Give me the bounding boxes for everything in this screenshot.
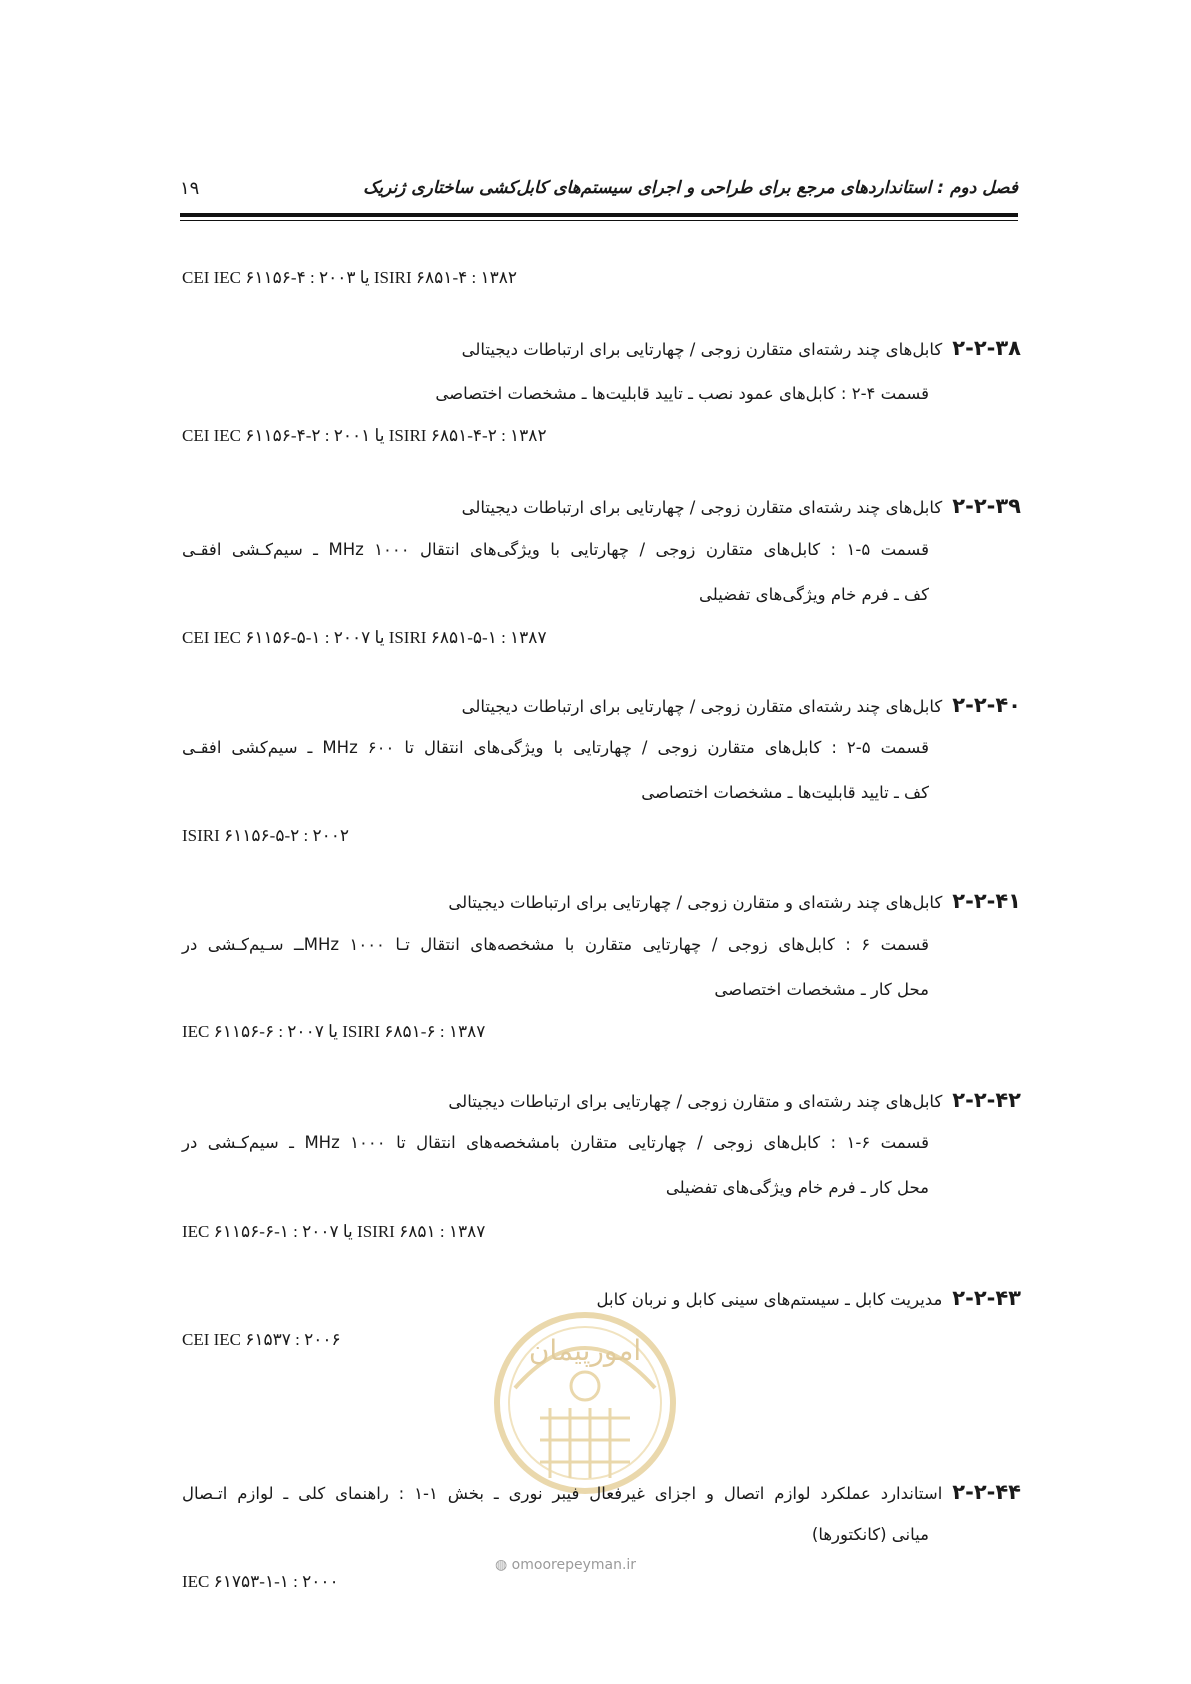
entry-44-ref: IEC ۶۱۷۵۳-۱-۱ : ۲۰۰۰: [182, 1572, 339, 1591]
watermark-url: ◍ omoorepeyman.ir: [495, 1557, 637, 1573]
entry-number: ۲-۲-۴۲: [952, 1088, 1021, 1112]
entry-title: کابل‌های چند رشته‌ای متقارن زوجی / چهارتایی برای ارتباطات دیجیتالی: [461, 498, 943, 517]
entry-44-line1: میانی (کانکتورها): [811, 1525, 929, 1544]
entry-43-ref: CEI IEC ۶۱۵۳۷ : ۲۰۰۶: [182, 1330, 341, 1349]
standard-ref-top: CEI IEC ۶۱۱۵۶-۴ : ۲۰۰۳ یا ISIRI ۶۸۵۱-۴ : ۱۳۸۲: [182, 268, 517, 287]
entry-number: ۲-۲-۴۱: [952, 889, 1021, 913]
entry-40-heading: [462, 693, 1021, 717]
entry-42-ref: IEC ۶۱۱۵۶-۶-۱ : ۲۰۰۷ یا ISIRI ۶۸۵۱ : ۱۳۸۷: [182, 1222, 486, 1241]
entry-41-line1: قسمت ۶ : کابل‌های زوجی / چهارتایی متقارن با مشخصه‌های انتقال تـا MHz ۱۰۰۰ــ سـیم‌کـشی در: [182, 935, 929, 954]
entry-title: استاندارد عملکرد لوازم اتصال و اجزای غیرفعال فیبر نوری ـ بخش ۱-۱ : راهنمای کلی ـ لوازم اتـصال: [182, 1484, 943, 1503]
entry-40-ref: ISIRI ۶۱۱۵۶-۵-۲ : ۲۰۰۲: [182, 826, 350, 845]
entry-number: ۲-۲-۴۴: [952, 1480, 1021, 1504]
entry-38-line1: قسمت ۴-۲ : کابل‌های عمود نصب ـ تایید قابلیت‌ها ـ مشخصات اختصاصی: [435, 384, 929, 403]
entry-39-line2: کف ـ فرم خام ویژگی‌های تفضیلی: [698, 585, 929, 604]
entry-number: ۲-۲-۴۳: [952, 1286, 1021, 1310]
entry-number: ۲-۲-۳۹: [952, 494, 1021, 518]
entry-38-heading: [462, 336, 1021, 360]
entry-39-line1: قسمت ۵-۱ : کابل‌های متقارن زوجی / چهارتایی با ویژگی‌های انتقال MHz ۱۰۰۰ ـ سیم‌کـشی افقـی: [182, 540, 930, 559]
entry-title: مدیریت کابل ـ سیستم‌های سینی کابل و نربان کابل: [596, 1290, 943, 1309]
entry-41-heading: [448, 889, 1021, 913]
watermark-logo: [490, 1268, 680, 1568]
svg-text:امورپیمان: امورپیمان: [528, 1334, 642, 1367]
entry-title: کابل‌های چند رشته‌ای و متقارن زوجی / چهارتایی برای ارتباطات دیجیتالی: [448, 1092, 943, 1111]
entry-title: کابل‌های چند رشته‌ای و متقارن زوجی / چهارتایی برای ارتباطات دیجیتالی: [448, 893, 943, 912]
entry-number: ۲-۲-۴۰: [952, 693, 1021, 717]
entry-title: کابل‌های چند رشته‌ای متقارن زوجی / چهارتایی برای ارتباطات دیجیتالی: [461, 340, 943, 359]
entry-39-heading: [462, 494, 1021, 518]
entry-41-ref: IEC ۶۱۱۵۶-۶ : ۲۰۰۷ یا ISIRI ۶۸۵۱-۶ : ۱۳۸۷: [182, 1022, 486, 1041]
header-rule-thin: [180, 220, 1018, 221]
header-rule-thick: [180, 213, 1018, 217]
entry-42-heading: [448, 1088, 1021, 1112]
entry-42-line2: محل کار ـ فرم خام ویژگی‌های تفضیلی: [665, 1178, 929, 1197]
entry-title: کابل‌های چند رشته‌ای متقارن زوجی / چهارتایی برای ارتباطات دیجیتالی: [461, 697, 943, 716]
entry-38-ref: CEI IEC ۶۱۱۵۶-۴-۲ : ۲۰۰۱ یا ISIRI ۶۸۵۱-۴-۲ : ۱۳۸۲: [182, 426, 547, 445]
entry-42-line1: قسمت ۶-۱ : کابل‌های زوجی / چهارتایی متقارن بامشخصه‌های انتقال تا MHz ۱۰۰۰ ـ سیم‌کـشی در: [182, 1133, 930, 1152]
entry-number: ۲-۲-۳۸: [952, 336, 1021, 360]
entry-44-heading: [182, 1480, 1021, 1504]
page-number: ۱۹: [180, 178, 200, 199]
chapter-title: فصل دوم : استانداردهای مرجع برای طراحی و اجرای سیستم‌های کابل‌کشی ساختاری ژنریک: [363, 178, 1018, 198]
entry-39-ref: CEI IEC ۶۱۱۵۶-۵-۱ : ۲۰۰۷ یا ISIRI ۶۸۵۱-۵-۱ : ۱۳۸۷: [182, 628, 547, 647]
entry-40-line1: قسمت ۵-۲ : کابل‌های متقارن زوجی / چهارتایی با ویژگی‌های انتقال تا MHz ۶۰۰ ـ سیم‌کشی افقـی: [182, 738, 930, 757]
page-header: [180, 178, 1018, 208]
entry-40-line2: کف ـ تایید قابلیت‌ها ـ مشخصات اختصاصی: [641, 783, 929, 802]
entry-41-line2: محل کار ـ مشخصات اختصاصی: [714, 980, 929, 999]
